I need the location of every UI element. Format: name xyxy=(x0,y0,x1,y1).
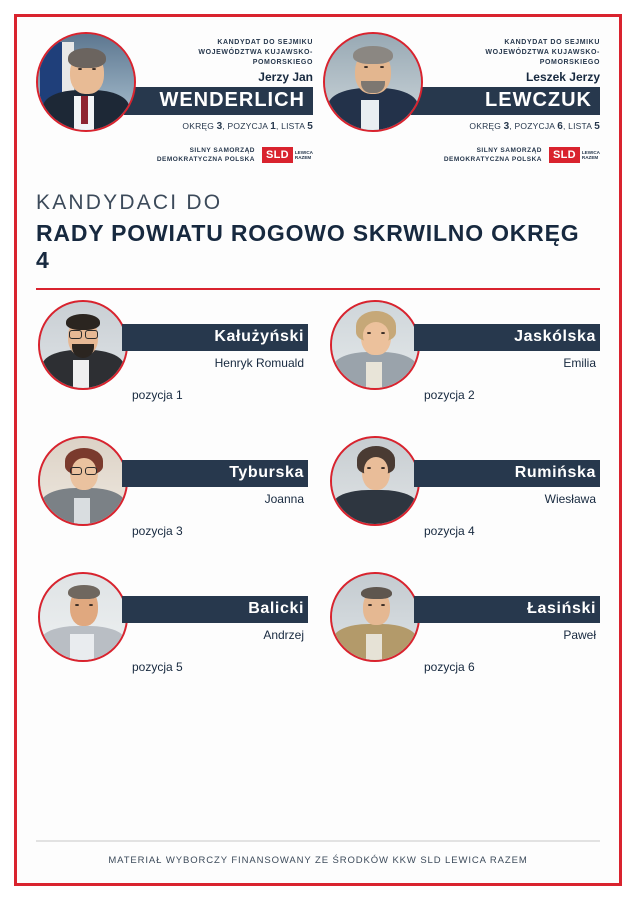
candidate-photo xyxy=(330,572,420,662)
glasses-icon xyxy=(85,330,98,339)
candidate-last-name: Balicki xyxy=(122,596,308,623)
candidate-card-3 xyxy=(36,436,308,558)
sld-logo-side: LEWICA RAZEM xyxy=(581,149,600,161)
party-slogan: SILNY SAMORZĄD DEMOKRATYCZNA POLSKA xyxy=(156,146,255,164)
glasses-icon xyxy=(69,330,82,339)
candidate-first-name: Joanna xyxy=(264,492,304,507)
party-slogan-block xyxy=(142,146,313,166)
candidate-photo xyxy=(38,436,128,526)
candidate-position: pozycja 3 xyxy=(132,524,183,539)
candidate-first-name: Andrzej xyxy=(263,628,304,643)
divider xyxy=(36,288,600,290)
candidate-last-name: Kałużyński xyxy=(122,324,308,351)
poster-content xyxy=(14,14,622,886)
candidate-row xyxy=(36,436,600,558)
candidate-last-name: Jaskólska xyxy=(414,324,600,351)
candidate-last-name: Łasiński xyxy=(414,596,600,623)
candidate-first-name: Henryk Romuald xyxy=(214,356,304,371)
candidate-photo xyxy=(323,32,423,132)
featured-candidate-wenderlich xyxy=(36,32,313,165)
featured-candidates-row xyxy=(36,32,600,165)
candidate-grid xyxy=(36,300,600,694)
candidate-position: pozycja 4 xyxy=(424,524,475,539)
featured-first-name: Jerzy Jan xyxy=(258,70,313,85)
title-line-1: KANDYDACI DO xyxy=(36,191,223,215)
candidate-card-5 xyxy=(36,572,308,694)
featured-last-name: WENDERLICH xyxy=(124,87,313,115)
sld-logo-text: SLD xyxy=(262,147,293,163)
featured-list-info: OKRĘG 3, POZYCJA 1, LISTA 5 xyxy=(182,120,313,132)
footer-divider xyxy=(36,840,600,842)
featured-list-info: OKRĘG 3, POZYCJA 6, LISTA 5 xyxy=(469,120,600,132)
candidate-photo xyxy=(330,300,420,390)
glasses-icon xyxy=(70,467,82,475)
party-slogan-block xyxy=(429,146,600,166)
featured-subtitle: KANDYDAT DO SEJMIKU WOJEWÓDZTWA KUJAWSKO-POMORSKIEGO xyxy=(198,39,313,67)
candidate-first-name: Wiesława xyxy=(544,492,596,507)
title-line-2: RADY POWIATU ROGOWO SKRWILNO OKRĘG 4 xyxy=(36,220,580,274)
candidate-last-name: Rumińska xyxy=(414,460,600,487)
candidate-first-name: Paweł xyxy=(563,628,596,643)
candidate-card-6 xyxy=(328,572,600,694)
featured-candidate-lewczuk xyxy=(323,32,600,165)
candidate-card-1 xyxy=(36,300,308,422)
candidate-first-name: Emilia xyxy=(563,356,596,371)
candidate-row xyxy=(36,572,600,694)
featured-subtitle: KANDYDAT DO SEJMIKU WOJEWÓDZTWA KUJAWSKO-POMORSKIEGO xyxy=(485,39,600,67)
candidate-row xyxy=(36,300,600,422)
candidate-card-2 xyxy=(328,300,600,422)
glasses-icon xyxy=(85,467,97,475)
candidate-photo xyxy=(38,572,128,662)
party-slogan: SILNY SAMORZĄD DEMOKRATYCZNA POLSKA xyxy=(443,146,542,164)
candidate-position: pozycja 1 xyxy=(132,388,183,403)
sld-logo xyxy=(262,147,313,163)
candidate-photo xyxy=(38,300,128,390)
candidate-last-name: Tyburska xyxy=(122,460,308,487)
candidate-position: pozycja 2 xyxy=(424,388,475,403)
sld-logo xyxy=(549,147,600,163)
candidate-card-4 xyxy=(328,436,600,558)
featured-last-name: LEWCZUK xyxy=(411,87,600,115)
candidate-position: pozycja 6 xyxy=(424,660,475,675)
sld-logo-side: LEWICA RAZEM xyxy=(294,149,313,161)
candidate-photo xyxy=(36,32,136,132)
featured-first-name: Leszek Jerzy xyxy=(525,70,600,85)
candidate-photo xyxy=(330,436,420,526)
sld-logo-text: SLD xyxy=(549,147,580,163)
candidate-position: pozycja 5 xyxy=(132,660,183,675)
page-title xyxy=(36,191,600,274)
footer-disclaimer: MATERIAŁ WYBORCZY FINANSOWANY ZE ŚRODKÓW KKW SLD LEWICA RAZEM xyxy=(108,855,528,866)
